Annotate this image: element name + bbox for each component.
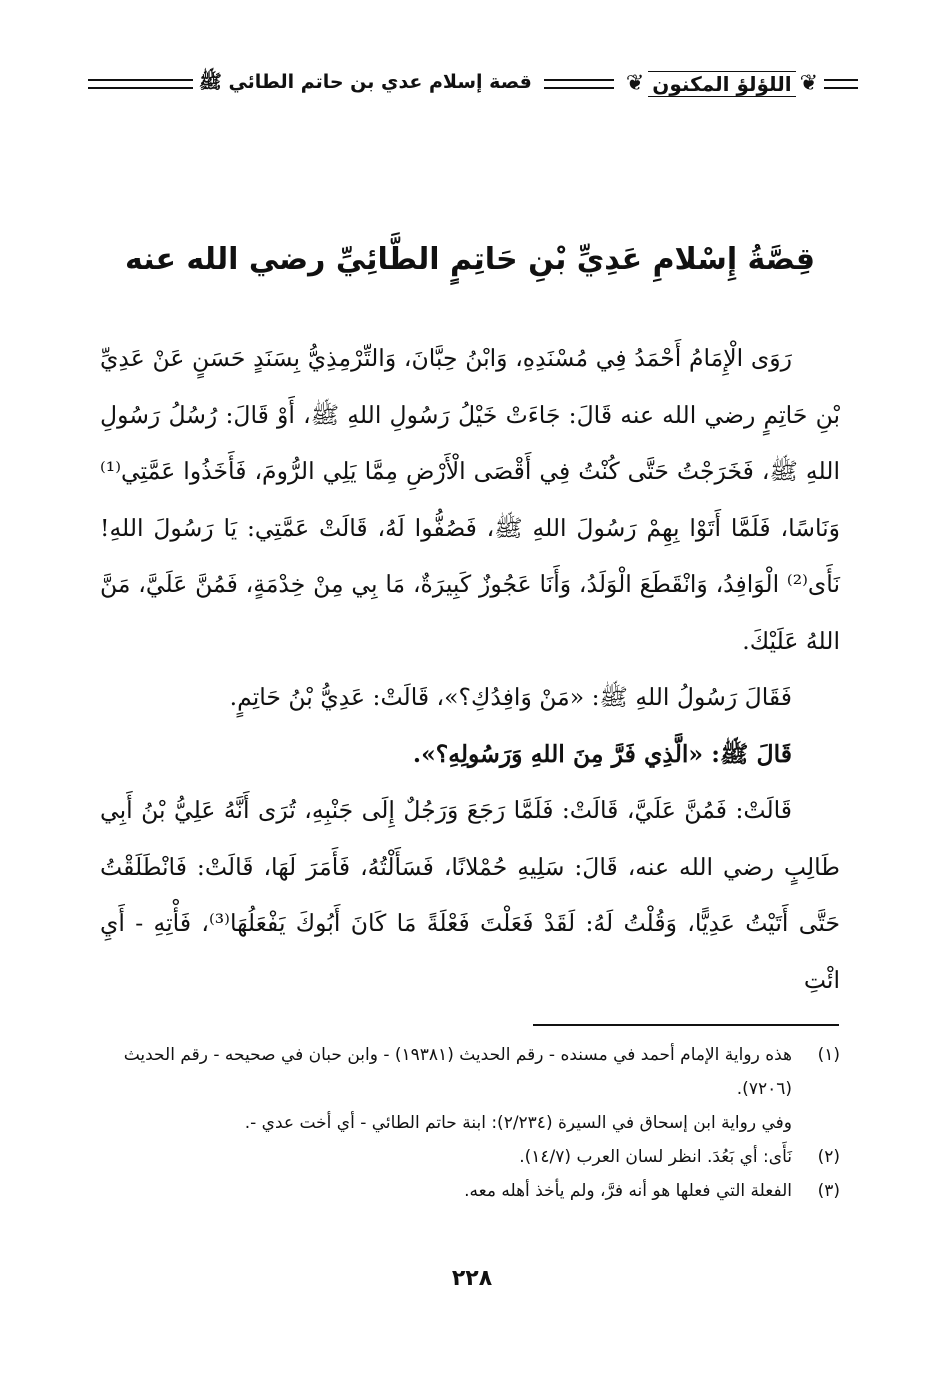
footnote-number: (٢): [817, 1147, 840, 1167]
running-header: [88, 62, 858, 106]
running-chapter-title: قصة إسلام عدي بن حاتم الطائي ﷺ: [198, 71, 532, 93]
header-rule-left: [88, 79, 193, 89]
footnote: [100, 1174, 840, 1208]
footnote-text: هذه رواية الإمام أحمد في مسنده - رقم الحديث (١٩٣٨١) - وابن حبان في صحيحه - رقم الحديث (٧٢٠٦).: [123, 1045, 792, 1099]
paragraph: قَالَتْ: فَمُنَّ عَلَيَّ، قَالَتْ: فَلَمَّا رَجَعَ وَرَجُلٌ إِلَى جَنْبِهِ، تُرَى أَنَّهُ عَلِيُّ بْنُ أَبِي طَالِبٍ رضي الله عنه، قَالَ: سَلِيهِ حُمْلانًا، فَسَأَلْتُهُ، فَأَمَرَ لَهَا، قَالَتْ: فَانْطَلَقْتُ حَتَّى أَتَيْتُ عَدِيًّا، وَقُلْتُ لَهُ: لَقَدْ فَعَلْتَ فَعْلَةً مَا كَانَ أَبُوكَ يَفْعَلُهَا⁽³⁾، فَأْتِهِ - أَيِ ائْتِ: [100, 796, 840, 994]
footnote-continuation: وفي رواية ابن إسحاق في السيرة (٢/٢٣٤): ابنة حاتم الطائي - أي أخت عدي -.: [244, 1113, 792, 1133]
ornament-icon: ❦: [799, 71, 818, 96]
footnote-number: (٣): [817, 1181, 840, 1201]
chapter-title: قِصَّةُ إِسْلامِ عَدِيِّ بْنِ حَاتِمٍ الطَّائِيِّ رضي الله عنه: [125, 242, 815, 277]
page-number: ٢٢٨: [451, 1266, 493, 1291]
main-text: [100, 330, 840, 1008]
footnote-text: الفعلة التي فعلها هو أنه فرَّ، ولم يأخذ أهله معه.: [464, 1181, 792, 1201]
paragraph: فَقَالَ رَسُولُ اللهِ ﷺ: «مَنْ وَافِدُكِ؟»، قَالَتْ: عَدِيُّ بْنُ حَاتِمٍ.: [229, 683, 792, 711]
header-rule-middle: [544, 79, 614, 89]
paragraph: قَالَ ﷺ: «الَّذِي فَرَّ مِنَ اللهِ وَرَسُولِهِ؟».: [412, 739, 792, 768]
paragraph: رَوَى الْإِمَامُ أَحْمَدُ فِي مُسْنَدِهِ، وَابْنُ حِبَّانَ، وَالتِّرْمِذِيُّ بِسَنَدٍ حَسَنٍ عَنْ عَدِيِّ بْنِ حَاتِمٍ رضي الله عنه قَالَ: جَاءَتْ خَيْلُ رَسُولِ اللهِ ﷺ، أَوْ قَالَ: رُسُلُ رَسُولِ اللهِ ﷺ، فَخَرَجْتُ حَتَّى كُنْتُ فِي أَقْصَى الْأَرْضِ مِمَّا يَلِي الرُّومَ، فَأَخَذُوا عَمَّتِي⁽¹⁾ وَنَاسًا، فَلَمَّا أَتَوْا بِهِمْ رَسُولَ اللهِ ﷺ، فَصُفُّوا لَهُ، قَالَتْ عَمَّتِي: يَا رَسُولَ اللهِ! نَأَى⁽²⁾ الْوَافِدُ، وَانْقَطَعَ الْوَلَدُ، وَأَنَا عَجُوزٌ كَبِيرَةٌ، مَا بِي مِنْ خِدْمَةٍ، فَمُنَّ عَلَيَّ، مَنَّ اللهُ عَلَيْكَ.: [100, 344, 840, 655]
ornament-icon: ❦: [625, 71, 645, 96]
footnote-text: نَأَى: أي بَعُدَ. انظر لسان العرب (١٤/٧).: [519, 1147, 792, 1167]
footnote-separator: [533, 1024, 839, 1026]
footnotes: [100, 1038, 840, 1208]
footnote-number: (١): [817, 1045, 840, 1065]
footnote: [100, 1140, 840, 1174]
header-title-frame: [626, 71, 818, 97]
book-title: اللؤلؤ المكنون: [648, 71, 795, 97]
header-rule-right: [824, 79, 858, 89]
footnote: [100, 1038, 840, 1106]
